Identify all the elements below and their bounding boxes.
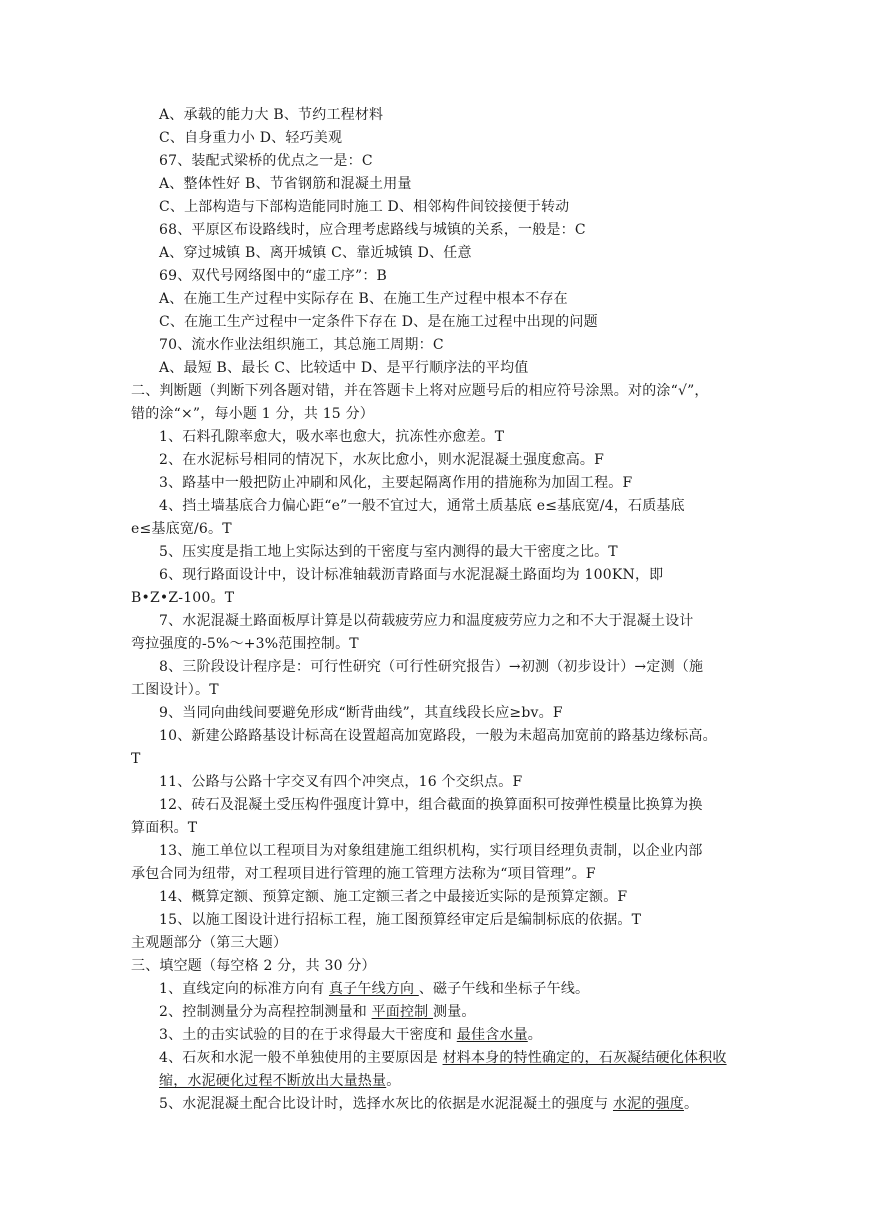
text-line: 6、现行路面设计中，设计标准轴载沥青路面与水泥混凝土路面均为 100KN，即	[159, 567, 664, 583]
text-line: 2、在水泥标号相同的情况下，水灰比愈小，则水泥混凝土强度愈高。F	[159, 452, 605, 468]
text-line: 3、路基中一般把防止冲刷和风化，主要起隔离作用的措施称为加固工程。F	[159, 475, 633, 491]
text-line: 68、平原区布设路线时，应合理考虑路线与城镇的关系，一般是：C	[159, 222, 586, 238]
text-line: 5、压实度是指工地上实际达到的干密度与室内测得的最大干密度之比。T	[159, 544, 618, 560]
question-text: 1、直线定向的标准方向有	[159, 981, 329, 997]
fill-in-question	[131, 1047, 741, 1093]
question-text: 2、控制测量分为高程控制测量和	[159, 1004, 372, 1020]
underlined-answer: 真子午线方向	[328, 981, 419, 997]
question-text-end: 。	[386, 1073, 401, 1089]
text-line: 12、砖石及混凝土受压构件强度计算中，组合截面的换算面积可按弹性模量比换算为换	[159, 797, 703, 813]
text-line: C、在施工生产过程中一定条件下存在 D、是在施工过程中出现的问题	[159, 314, 598, 330]
question-text: 4、石灰和水泥一般不单独使用的主要原因是	[159, 1050, 443, 1066]
fill-in-question	[131, 1093, 741, 1116]
fill-in-question	[131, 1001, 741, 1024]
text-line: T	[131, 751, 141, 767]
underlined-answer: 平面控制	[371, 1004, 434, 1020]
text-line: 7、水泥混凝土路面板厚计算是以荷载疲劳应力和温度疲劳应力之和不大于混凝土设计	[159, 613, 694, 629]
text-line: 弯拉强度的-5%～+3%范围控制。T	[131, 636, 359, 652]
text-line: 14、概算定额、预算定额、施工定额三者之中最接近实际的是预算定额。F	[159, 889, 628, 905]
text-line: 69、双代号网络图中的“虚工序”：B	[159, 268, 388, 284]
text-line: C、自身重力小 D、轻巧美观	[159, 130, 343, 146]
text-line: 算面积。T	[131, 820, 198, 836]
question-text-end: 测量。	[433, 1004, 476, 1020]
text-line: 4、挡土墙基底合力偏心距“e”一般不宜过大，通常土质基底 e≤基底宽/4，石质基底	[159, 498, 685, 514]
text-line: 错的涂“×”，每小题 1 分，共 15 分）	[131, 406, 374, 422]
text-line: A、穿过城镇 B、离开城镇 C、靠近城镇 D、任意	[159, 245, 472, 261]
text-line: 67、装配式梁桥的优点之一是：C	[159, 153, 373, 169]
question-text: 3、土的击实试验的目的在于求得最大干密度和	[159, 1027, 457, 1043]
document-body	[131, 104, 741, 1116]
text-line: 工图设计）。T	[131, 682, 219, 698]
text-line: 70、流水作业法组织施工，其总施工周期：C	[159, 337, 444, 353]
text-line: A、最短 B、最长 C、比较适中 D、是平行顺序法的平均值	[159, 360, 529, 376]
text-line: 三、填空题（每空格 2 分，共 30 分）	[131, 958, 376, 974]
fill-in-question	[131, 978, 741, 1001]
text-line: 9、当同向曲线间要避免形成“断背曲线”，其直线段长应≥bv。F	[159, 705, 563, 721]
question-text: 5、水泥混凝土配合比设计时，选择水灰比的依据是水泥混凝土的强度与	[159, 1096, 613, 1112]
text-line: 二、判断题（判断下列各题对错，并在答题卡上将对应题号后的相应符号涂黑。对的涂“√”，	[131, 383, 709, 399]
text-line: C、上部构造与下部构造能同时施工 D、相邻构件间铰接便于转动	[159, 199, 570, 215]
text-line: 主观题部分（第三大题）	[131, 935, 288, 951]
text-line: 1、石料孔隙率愈大，吸水率也愈大，抗冻性亦愈差。T	[159, 429, 505, 445]
text-line: A、整体性好 B、节省钢筋和混凝土用量	[159, 176, 412, 192]
underlined-answer: 最佳含水量	[456, 1027, 528, 1043]
question-text-end: 。	[527, 1027, 542, 1043]
text-line: A、承载的能力大 B、节约工程材料	[159, 107, 384, 123]
text-line: 承包合同为纽带，对工程项目进行管理的施工管理方法称为“项目管理”。F	[131, 866, 596, 882]
fill-in-question	[131, 1024, 741, 1047]
question-text-end: 。	[683, 1096, 699, 1112]
text-line: 10、新建公路路基设计标高在设置超高加宽路段，一般为未超高加宽前的路基边缘标高。	[159, 728, 717, 744]
underlined-answer: 水泥的强度	[612, 1096, 684, 1112]
text-line: e≤基底宽/6。T	[131, 521, 232, 537]
text-line: 13、施工单位以工程项目为对象组建施工组织机构，实行项目经理负责制，以企业内部	[159, 843, 703, 859]
text-line: 11、公路与公路十字交叉有四个冲突点，16 个交织点。F	[159, 774, 523, 790]
text-line: B•Z•Z-100。T	[131, 590, 235, 606]
question-text-end: 、磁子午线和坐标子午线。	[418, 981, 590, 997]
text-line: 8、三阶段设计程序是：可行性研究（可行性研究报告）→初测（初步设计）→定测（施	[159, 659, 704, 675]
text-line: A、在施工生产过程中实际存在 B、在施工生产过程中根本不存在	[159, 291, 568, 307]
text-line: 15、以施工图设计进行招标工程，施工图预算经审定后是编制标底的依据。T	[159, 912, 642, 928]
underlined-answer: 材料本身的特性确定的，石灰凝结硬化体积收缩，水泥硬化过程不断放出大量热量	[159, 1050, 727, 1089]
